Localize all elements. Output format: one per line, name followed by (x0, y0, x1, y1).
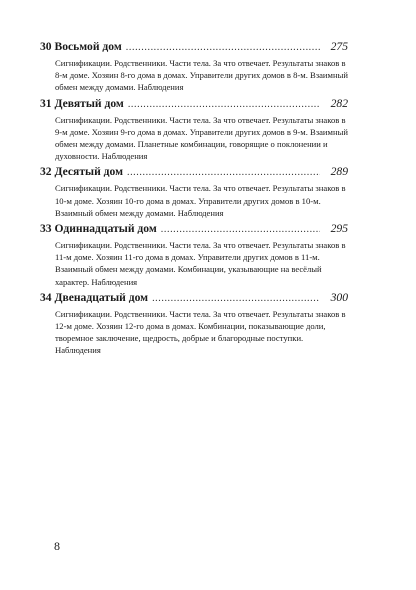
toc-entry-title: 30 Восьмой дом (40, 40, 122, 53)
toc-entry-page-number: 295 (330, 222, 348, 236)
toc-entry-title: 31 Девятый дом (40, 96, 124, 110)
toc-entry-house-9[interactable] (40, 97, 348, 163)
toc-entry-heading (40, 97, 348, 112)
dot-leader (161, 223, 320, 237)
toc-entry-description: Сигнификации. Родственники. Части тела. За что отвечает. Результаты знаков в 8-м доме. Хозяин 8-го дома в домах. Управители других домов в 8-м. Взаимный обмен между домами. Наблюдения (55, 58, 348, 93)
toc-entry-house-11[interactable] (40, 222, 348, 288)
dot-leader (126, 41, 320, 55)
toc-entry-description: Сигнификации. Родственники. Части тела. За что отвечает. Результаты знаков в 9-м доме. Хозяин 9-го дома в домах. Управители других домов в 9-м. Взаимный обмен между домами. Планетные комбинации, говорящие о поклонении и духовности. Наблюдения (55, 114, 348, 162)
page-number: 8 (54, 539, 60, 553)
toc-entry-house-8[interactable] (40, 40, 348, 94)
toc-entry-description: Сигнификации. Родственники. Части тела. За что отвечает. Результаты знаков в 10-м доме. Хозяин 10-го дома в домах. Управители других домов в 10-м. Взаимный обмен между домами. Наблюдения (55, 183, 346, 218)
toc-entry-page-number: 289 (330, 165, 348, 179)
toc-entry-heading (40, 222, 348, 237)
table-of-contents (40, 40, 348, 360)
toc-entry-page-number: 300 (330, 290, 348, 304)
toc-entry-title: 33 Одиннадцатый дом (40, 222, 157, 236)
dot-leader (152, 292, 320, 306)
toc-entry-title: 34 Двенадцатый дом (40, 290, 149, 304)
toc-entry-title: 32 Десятый дом (40, 165, 123, 179)
dot-leader (128, 98, 320, 112)
toc-entry-house-12[interactable] (40, 291, 348, 357)
toc-entry-page-number: 282 (330, 96, 348, 110)
toc-entry-heading (40, 291, 348, 306)
toc-entry-heading (40, 40, 348, 55)
toc-entry-page-number: 275 (330, 40, 348, 53)
toc-entry-heading (40, 165, 348, 180)
toc-entry-description: Сигнификации. Родственники. Части тела. За что отвечает. Результаты знаков в 11-м доме. Хозяин 11-го дома в домах. Управители других домов в 11-м. Взаимный обмен между домами. Комбинации, указывающие на весёлый характер. Наблюдения (55, 240, 346, 287)
toc-entry-description: Сигнификации. Родственники. Части тела. За что отвечает. Результаты знаков в 12-м доме. Хозяин 12-го дома в домах. Комбинации, показывающие доли, творемное заключение, щедрость, добрые и благородные поступки. Наблюдения (55, 308, 346, 356)
dot-leader (127, 166, 320, 180)
toc-entry-house-10[interactable] (40, 165, 348, 219)
